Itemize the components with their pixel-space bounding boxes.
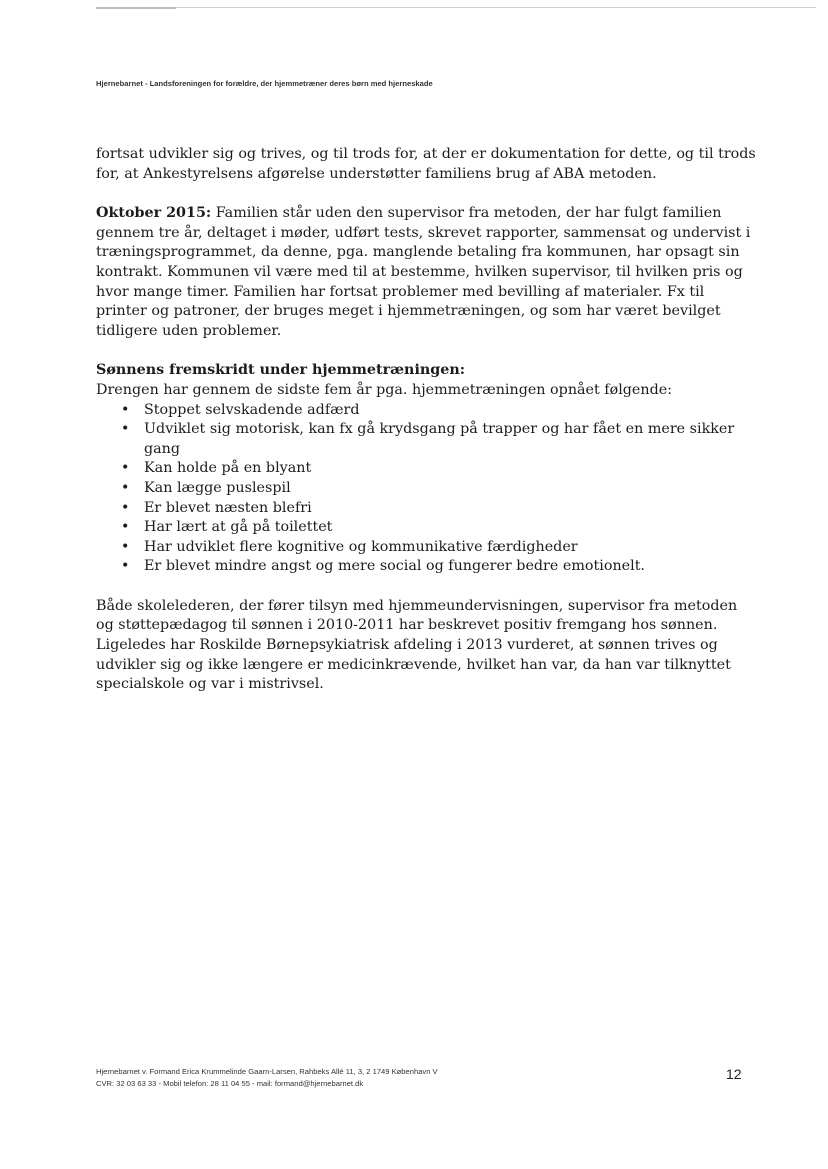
- october-paragraph: [96, 204, 756, 341]
- list-item: [96, 479, 756, 499]
- bullet-icon: •: [121, 460, 130, 477]
- intro-paragraph: fortsat udvikler sig og trives, og til trods for, at der er dokumentation for dette, og til trods for, at Ankestyrelsens afgørelse understøtter familiens brug af ABA metoden.: [96, 146, 756, 182]
- list-item: [96, 499, 756, 519]
- document-body: [96, 145, 756, 695]
- list-item: [96, 557, 756, 577]
- closing-paragraph: Både skolelederen, der fører tilsyn med hjemmeundervisningen, supervisor fra metoden og støttepædagog til sønnen i 2010-2011 har beskrevet positiv fremgang hos sønnen. Ligeledes har Roskilde Børnepsykiatrisk afdeling i 2013 vurderet, at sønnen trives og udvikler sig og ikke længere er medicinkrævende, hvilket han var, da han var tilknyttet specialskole og var i mistrivsel.: [96, 597, 738, 693]
- list-item-text: Stoppet selvskadende adfærd: [144, 401, 360, 418]
- list-item: [96, 518, 756, 538]
- bullet-icon: •: [121, 499, 130, 516]
- list-item: [96, 459, 756, 479]
- progress-list: [96, 401, 756, 577]
- page-footer: [96, 1066, 438, 1089]
- bullet-icon: •: [121, 519, 130, 536]
- top-rule-accent: [96, 7, 176, 9]
- paragraph-gap: [96, 341, 756, 361]
- list-item-text: Har udviklet flere kognitive og kommunikative færdigheder: [144, 538, 578, 555]
- paragraph-gap: [96, 184, 756, 204]
- list-item-text: Udviklet sig motorisk, kan fx gå krydsgang på trapper og har fået en mere sikker gang: [144, 421, 735, 457]
- list-item-text: Kan lægge puslespil: [144, 479, 291, 496]
- list-item-text: Har lært at gå på toilettet: [144, 519, 333, 536]
- progress-heading: Sønnens fremskridt under hjemmetræningen:: [96, 362, 466, 379]
- list-item-text: Er blevet næsten blefri: [144, 499, 312, 516]
- bullet-icon: •: [121, 538, 130, 555]
- october-body: Familien står uden den supervisor fra metoden, der har fulgt familien gennem tre år, deltaget i møder, udført tests, skrevet rapporter, sammensat og undervist i træningsprogrammet, da denne, pga. manglende betaling fra kommunen, har opsagt sin kontrakt. Kommunen vil være med til at bestemme, hvilken supervisor, til hvilken pris og hvor mange timer. Familien har fortsat problemer med bevilling af materialer. Fx til printer og patroner, der bruges meget i hjemmetræningen, og som har været bevilget tidligere uden problemer.: [96, 205, 751, 339]
- bullet-icon: •: [121, 421, 130, 438]
- paragraph-gap: [96, 577, 756, 597]
- list-item: [96, 420, 756, 459]
- footer-address: Hjernebarnet v. Formand Erica Krummelinde Gaarn-Larsen, Rahbeks Allé 11, 3, 2 1749 København V: [96, 1067, 438, 1076]
- bullet-icon: •: [121, 401, 130, 418]
- top-rule: [96, 7, 816, 8]
- october-lead: Oktober 2015:: [96, 205, 212, 222]
- page-number: 12: [726, 1066, 742, 1082]
- page-header: Hjernebarnet - Landsforeningen for forældre, der hjemmetræner deres børn med hjerneskade: [96, 79, 433, 88]
- bullet-icon: •: [121, 558, 130, 575]
- bullet-icon: •: [121, 479, 130, 496]
- progress-intro: Drengen har gennem de sidste fem år pga. hjemmetræningen opnået følgende:: [96, 381, 673, 398]
- list-item: [96, 401, 756, 421]
- footer-contact: CVR: 32 03 63 33 - Mobil telefon: 28 11 04 55 - mail: formand@hjernebarnet.dk: [96, 1078, 364, 1088]
- list-item-text: Er blevet mindre angst og mere social og fungerer bedre emotionelt.: [144, 558, 645, 575]
- list-item: [96, 538, 756, 558]
- list-item-text: Kan holde på en blyant: [144, 460, 312, 477]
